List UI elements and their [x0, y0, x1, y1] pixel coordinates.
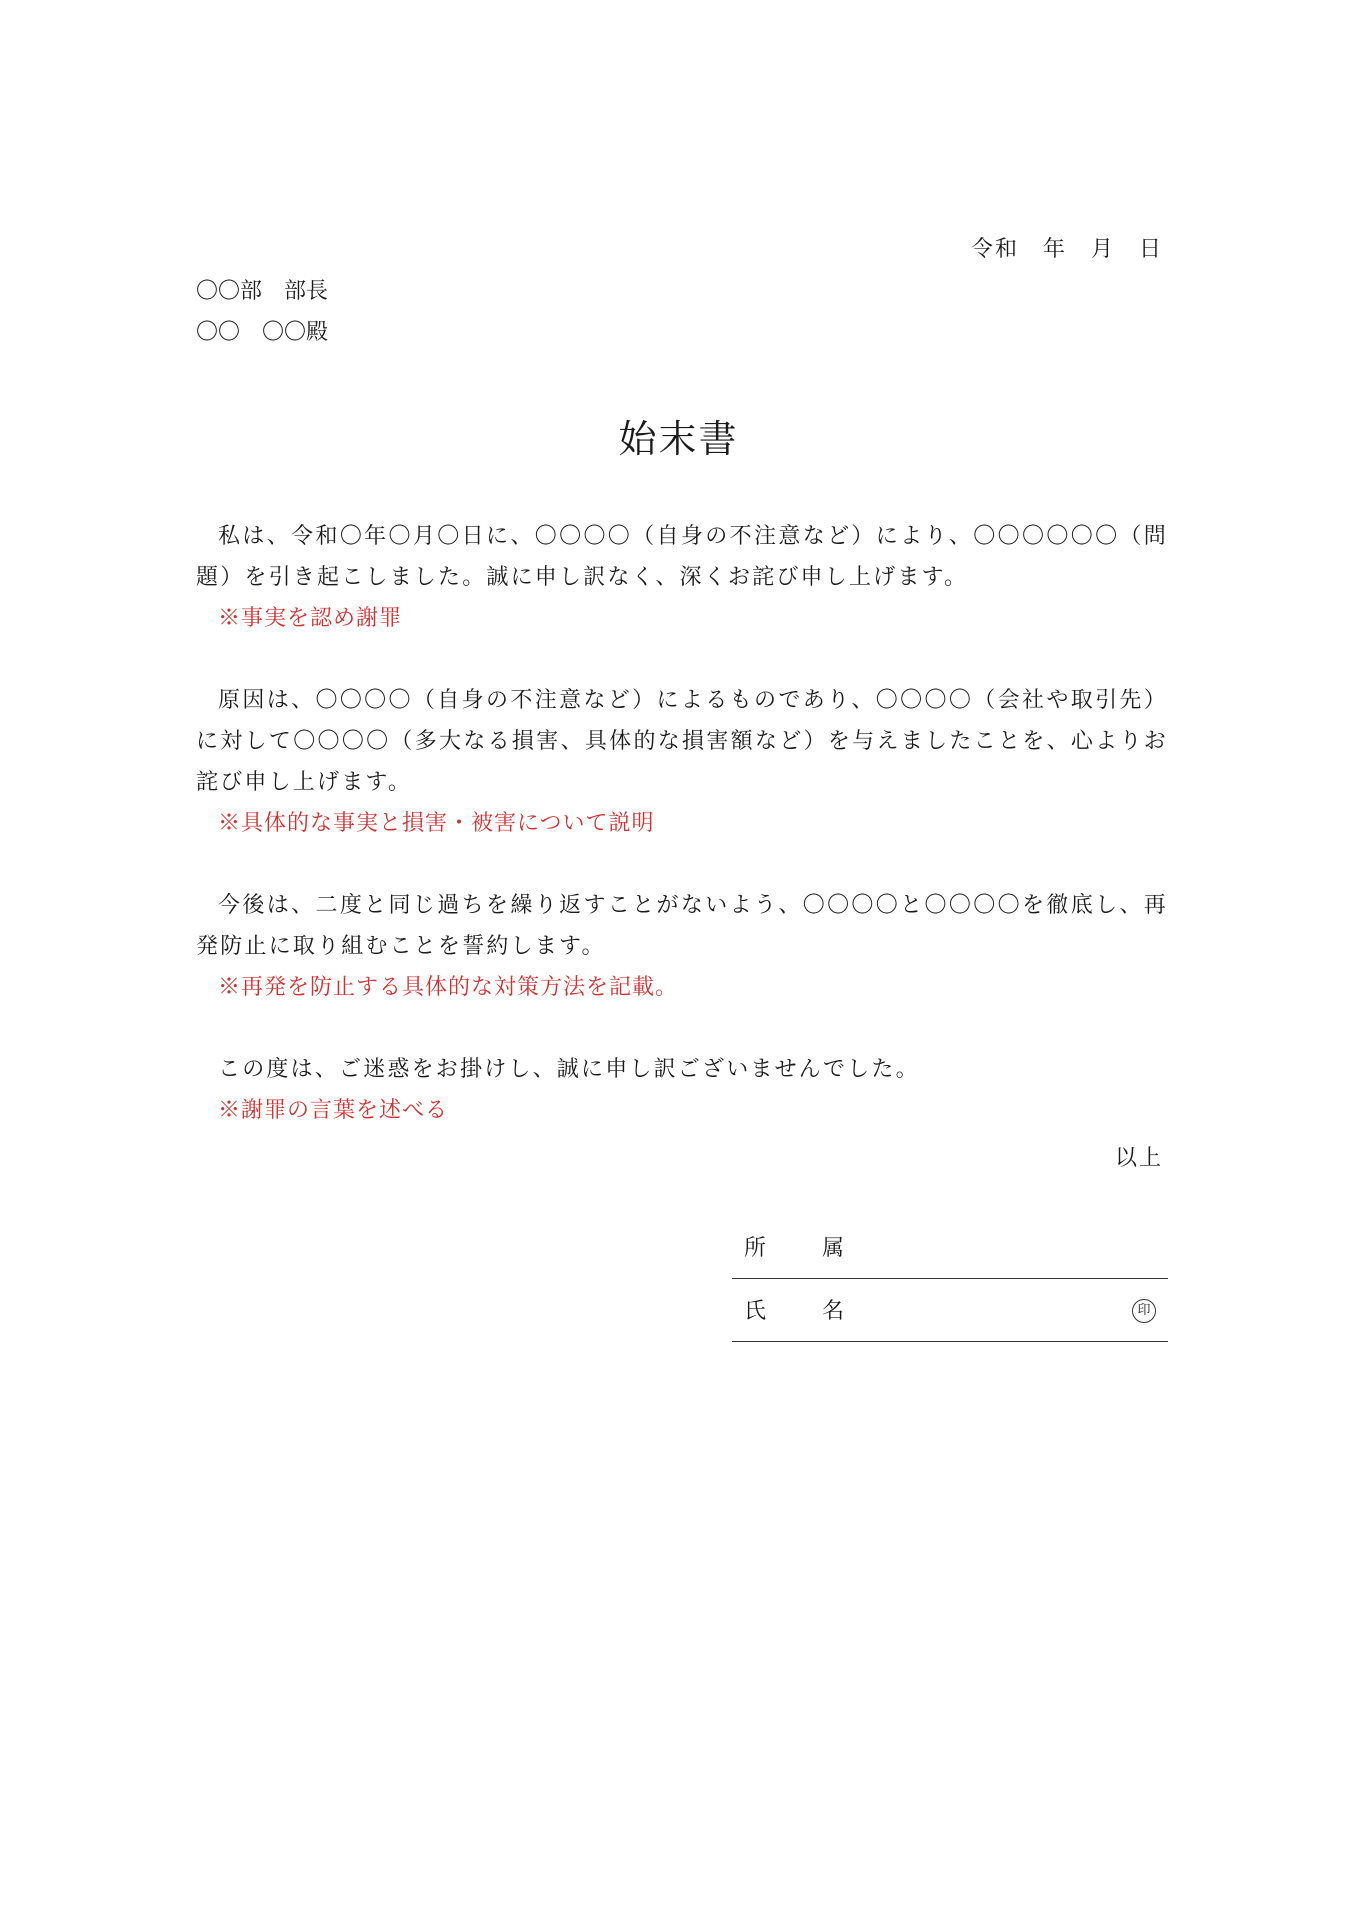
affiliation-label: 所属 — [744, 1236, 901, 1261]
guidance-note: ※謝罪の言葉を述べる — [218, 1098, 449, 1123]
paragraph-text: 今後は、二度と同じ過ちを繰り返すことがないよう、〇〇〇〇と〇〇〇〇を徹底し、再発防止に取り組むことを誓約します。 — [196, 893, 1168, 959]
name-field[interactable] — [732, 1279, 1168, 1342]
paragraph-prevention — [196, 885, 1168, 1008]
addressee-department: 〇〇部 部長 — [196, 279, 329, 304]
paragraph-apology — [196, 516, 1168, 639]
paragraph-text: 私は、令和〇年〇月〇日に、〇〇〇〇（自身の不注意など）により、〇〇〇〇〇〇（問題）を引き起こしました。誠に申し訳なく、深くお詫び申し上げます。 — [196, 524, 1168, 590]
date-line: 令和 年 月 日 — [970, 237, 1163, 262]
paragraph-closing-apology — [196, 1049, 1168, 1131]
seal-icon: 印 — [1132, 1299, 1156, 1323]
paragraph-text: この度は、ご迷惑をお掛けし、誠に申し訳ございませんでした。 — [218, 1057, 920, 1082]
paragraph-cause — [196, 680, 1168, 844]
addressee-name: 〇〇 〇〇殿 — [196, 320, 329, 345]
signature-block — [732, 1216, 1168, 1342]
document-title: 始末書 — [618, 417, 739, 461]
guidance-note: ※事実を認め謝罪 — [218, 606, 403, 631]
closing-word: 以上 — [1114, 1146, 1163, 1171]
guidance-note: ※再発を防止する具体的な対策方法を記載。 — [218, 975, 679, 1000]
document-body — [196, 516, 1168, 1131]
guidance-note: ※具体的な事実と損害・被害について説明 — [218, 811, 655, 836]
paragraph-text: 原因は、〇〇〇〇（自身の不注意など）によるものであり、〇〇〇〇（会社や取引先）に対して〇〇〇〇（多大なる損害、具体的な損害額など）を与えましたことを、心よりお詫び申し上げます。 — [196, 688, 1168, 795]
name-label: 氏名 — [744, 1299, 901, 1324]
affiliation-field[interactable] — [732, 1216, 1168, 1279]
